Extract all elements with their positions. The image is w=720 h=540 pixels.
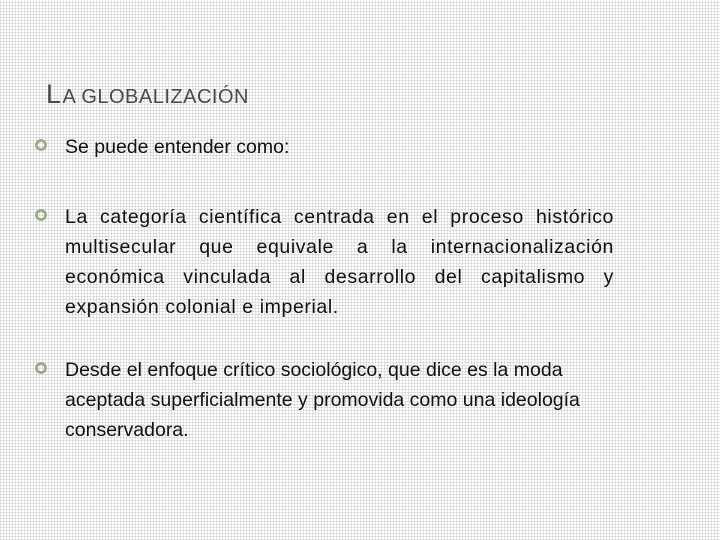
slide-title-initial: L bbox=[46, 79, 62, 109]
ring-bullet-icon bbox=[34, 361, 48, 375]
slide-title-rest: A GLOBALIZACIÓN bbox=[62, 86, 249, 108]
bullet-item bbox=[34, 355, 614, 445]
bullet-text: Se puede entender como: bbox=[65, 136, 290, 158]
bullet-item bbox=[34, 132, 614, 162]
bullet-list bbox=[34, 132, 614, 445]
bullet-text: Desde el enfoque crítico sociológico, que dice es la moda aceptada superficialmente y promovida como una ideología conservadora. bbox=[65, 359, 580, 441]
ring-bullet-icon bbox=[34, 208, 48, 222]
bullet-text: La categoría científica centrada en el proceso histórico multisecular que equivale a la internacionalización económica vinculada al desarrollo del capitalismo y expansión colonial e imperial. bbox=[65, 206, 614, 318]
bullet-item bbox=[34, 202, 614, 322]
ring-bullet-icon bbox=[34, 138, 48, 152]
slide-title bbox=[46, 74, 249, 111]
